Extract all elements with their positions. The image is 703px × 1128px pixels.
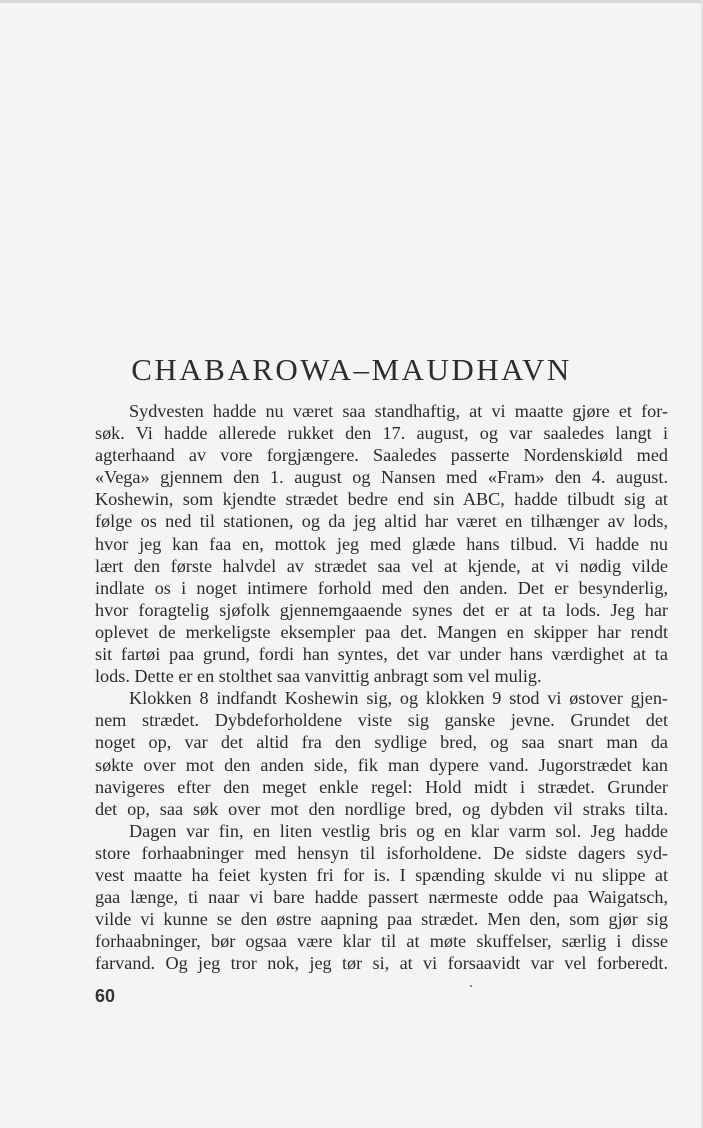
ink-speck: [470, 985, 472, 987]
text-line: sit fartøi paa grund, fordi han syntes, det var under hans værdighet at ta: [95, 644, 668, 665]
text-line: søkte over mot den anden side, fik man dypere vand. Jugorstrædet kan: [95, 754, 668, 775]
text-line: følge os ned til stationen, og da jeg altid har været en tilhænger av lods,: [95, 511, 668, 532]
text-line: agterhaand av vore forgjængere. Saaledes passerte Nordenskiøld med: [95, 445, 668, 466]
text-line: hvor foragtelig sjøfolk gjennemgaaende synes det er at ta lods. Jeg har: [95, 599, 668, 620]
text-line: farvand. Og jeg tror nok, jeg tør si, at vi forsaavidt var vel forberedt.: [95, 953, 668, 974]
text-line: lært den første halvdel av strædet saa vel at kjende, at vi nødig vilde: [95, 555, 668, 576]
text-line: nem strædet. Dybdeforholdene viste sig ganske jevne. Grundet det: [95, 710, 668, 731]
text-line: vilde vi kunne se den østre aapning paa strædet. Men den, som gjør sig: [95, 909, 668, 930]
text-line: oplevet de merkeligste eksempler paa det. Mangen en skipper har rendt: [95, 621, 668, 642]
text-line: hvor jeg kan faa en, mottok jeg med glæde hans tilbud. Vi hadde nu: [95, 533, 668, 554]
page-edge-top: [0, 0, 703, 3]
text-line: noget op, var det altid fra den sydlige bred, og saa snart man da: [95, 732, 668, 753]
text-line: lods. Dette er en stolthet saa vanvittig anbragt som vel mulig.: [95, 666, 542, 687]
body-text: [95, 400, 668, 974]
text-line: gaa længe, ti naar vi bare hadde passert nærmeste odde paa Waigatsch,: [95, 887, 668, 908]
text-line: Koshewin, som kjendte strædet bedre end sin ABC, hadde tilbudt sig at: [95, 489, 668, 510]
text-line: indlate os i noget intimere forhold med den anden. Det er besynderlig,: [95, 577, 668, 598]
text-line: det op, saa søk over mot den nordlige bred, og dybden vil straks tilta.: [95, 798, 668, 819]
text-line: Klokken 8 indfandt Koshewin sig, og klokken 9 stod vi østover gjen-: [129, 688, 668, 709]
text-line: forhaabninger, bør ogsaa være klar til at møte skuffelser, særlig i disse: [95, 931, 668, 952]
text-line: søk. Vi hadde allerede rukket den 17. august, og var saaledes langt i: [95, 423, 668, 444]
chapter-title: CHABAROWA–MAUDHAVN: [131, 352, 572, 387]
text-line: store forhaabninger med hensyn til isforholdene. De sidste dagers syd-: [95, 842, 668, 863]
page-number: 60: [95, 986, 116, 1006]
text-line: «Vega» gjennem den 1. august og Nansen med «Fram» den 4. august.: [95, 467, 668, 488]
text-line: Sydvesten hadde nu været saa standhaftig, at vi maatte gjøre et for-: [129, 401, 668, 421]
text-line: Dagen var fin, en liten vestlig bris og en klar varm sol. Jeg hadde: [129, 820, 668, 841]
text-line: vest maatte ha feiet kysten fri for is. I spænding skulde vi nu slippe at: [95, 864, 668, 885]
text-line: navigeres efter den meget enkle regel: Hold midt i strædet. Grunder: [95, 776, 668, 797]
